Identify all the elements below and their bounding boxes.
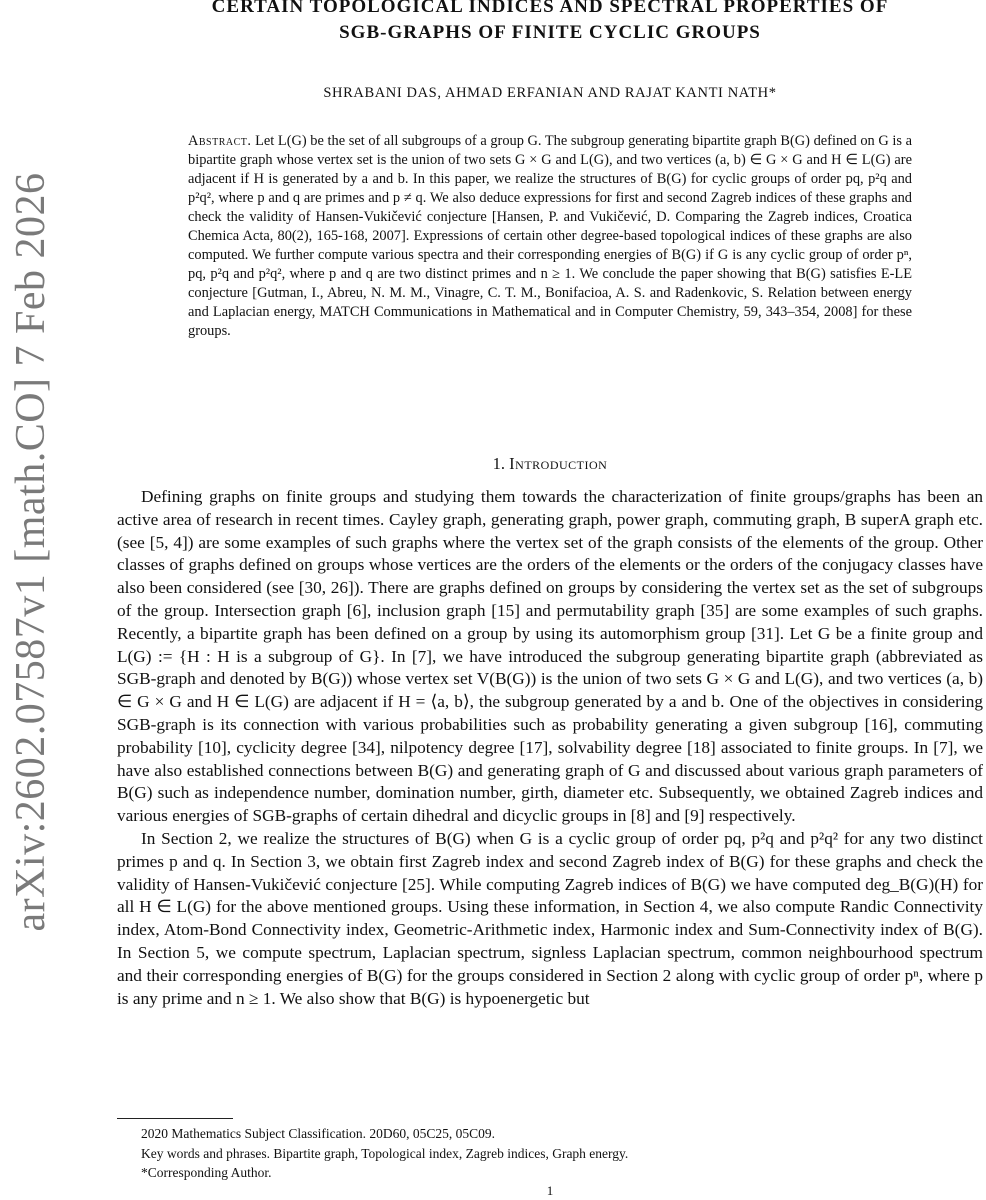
paragraph: Defining graphs on finite groups and studying them towards the characterization of finite groups/graphs has been an active area of research in recent times. Cayley graph, generating graph, power graph, commuting graph, B superA graph etc. (see [5, 4]) are some examples of such graphs where the vertex set of the graph consists of the elements of the group. Other classes of graphs defined on groups whose vertices are the orders of the elements or the orders of the conjugacy classes have also been considered (see [30, 26]). There are graphs defined on groups by considering the vertex set as the set of subgroups of the group. Intersection graph [6], inclusion graph [15] and permutability graph [35] are some examples of such graphs. Recently, a bipartite graph has been defined on a group by using its automorphism group [31]. Let G be a finite group and L(G) := {H : H is a subgroup of G}. In [7], we have introduced the subgroup generating bipartite graph (abbreviated as SGB-graph and denoted by B(G)) whose vertex set V(B(G)) is the union of two sets G × G and L(G), and two vertices (a, b) ∈ G × G and H ∈ L(G) are adjacent if H = ⟨a, b⟩, the subgroup generated by a and b. One of the objectives in considering SGB-graph is its connection with various probabilities such as probability generating a given subgroup [16], commuting probability [10], cyclicity degree [34], nilpotency degree [17], solvability degree [18] associated to finite groups. In [7], we have also established connections between B(G) and generating graph of G and discussed about various graph parameters of B(G) such as independence number, domination number, girth, diameter etc. Subsequently, we obtained Zagreb indices and various energies of SGB-graphs of certain dihedral and dicyclic groups in [8] and [9] respectively.: [117, 487, 983, 826]
arxiv-identifier: arXiv:2602.07587v1 [math.CO] 7 Feb 2026: [8, 172, 54, 932]
abstract: [188, 132, 912, 341]
footnote-msc: 2020 Mathematics Subject Classification. 20D60, 05C25, 05C09.: [141, 1126, 495, 1141]
footnote-corresponding: *Corresponding Author.: [141, 1165, 272, 1180]
section-heading: [117, 454, 983, 474]
paper-title: [150, 0, 950, 46]
introduction-body: [117, 486, 983, 1010]
arxiv-stamp: [6, 152, 56, 952]
section-title: Introduction: [509, 454, 608, 473]
footnote-rule: [117, 1118, 233, 1119]
title-line-2: SGB-GRAPHS OF FINITE CYCLIC GROUPS: [339, 22, 761, 43]
title-line-1: CERTAIN TOPOLOGICAL INDICES AND SPECTRAL PROPERTIES OF: [211, 0, 889, 17]
footnote-keywords: Key words and phrases. Bipartite graph, Topological index, Zagreb indices, Graph energy.: [141, 1145, 629, 1161]
paper-authors: SHRABANI DAS, AHMAD ERFANIAN AND RAJAT KANTI NATH*: [323, 85, 777, 101]
abstract-text: Let L(G) be the set of all subgroups of a group G. The subgroup generating bipartite graph B(G) defined on G is a bipartite graph whose vertex set is the union of two sets G × G and L(G), and two vertices (a, b) ∈ G × G and H ∈ L(G) are adjacent if H is generated by a and b. In this paper, we realize the structures of B(G) for cyclic groups of order pq, p²q and p²q², where p and q are primes and p ≠ q. We also deduce expressions for first and second Zagreb indices of these graphs and check the validity of Hansen-Vukičević conjecture [Hansen, P. and Vukičević, D. Comparing the Zagreb indices, Croatica Chemica Acta, 80(2), 165-168, 2007]. Expressions of certain other degree-based topological indices of these graphs are also computed. We further compute various spectra and their corresponding energies of B(G) if G is any cyclic group of order pⁿ, pq, p²q and p²q², where p and q are two distinct primes and n ≥ 1. We conclude the paper showing that B(G) satisfies E-LE conjecture [Gutman, I., Abreu, N. M. M., Vinagre, C. T. M., Bonifacioa, A. S. and Radenkovic, S. Relation between energy and Laplacian energy, MATCH Communications in Mathematical and in Computer Chemistry, 59, 343–354, 2008] for these groups.: [188, 133, 912, 339]
page-number: 1: [546, 1183, 554, 1198]
section-number: 1.: [492, 454, 506, 473]
abstract-label: Abstract.: [188, 133, 252, 149]
footnotes: [141, 1124, 981, 1183]
paragraph: In Section 2, we realize the structures of B(G) when G is a cyclic group of order pq, p²q and p²q² for any two distinct primes p and q. In Section 3, we obtain first Zagreb index and second Zagreb index of B(G) for these graphs and check the validity of Hansen-Vukičević conjecture [25]. While computing Zagreb indices of B(G) we have computed deg_B(G)(H) for all H ∈ L(G) for the above mentioned groups. Using these information, in Section 4, we also compute Randic Connectivity index, Atom-Bond Connectivity index, Geometric-Arithmetic index, Harmonic index and Sum-Connectivity index of B(G). In Section 5, we compute spectrum, Laplacian spectrum, signless Laplacian spectrum, common neighbourhood spectrum and their corresponding energies of B(G) for the groups considered in Section 2 along with cyclic group of order pⁿ, where p is any prime and n ≥ 1. We also show that B(G) is hypoenergetic but: [117, 828, 983, 1008]
